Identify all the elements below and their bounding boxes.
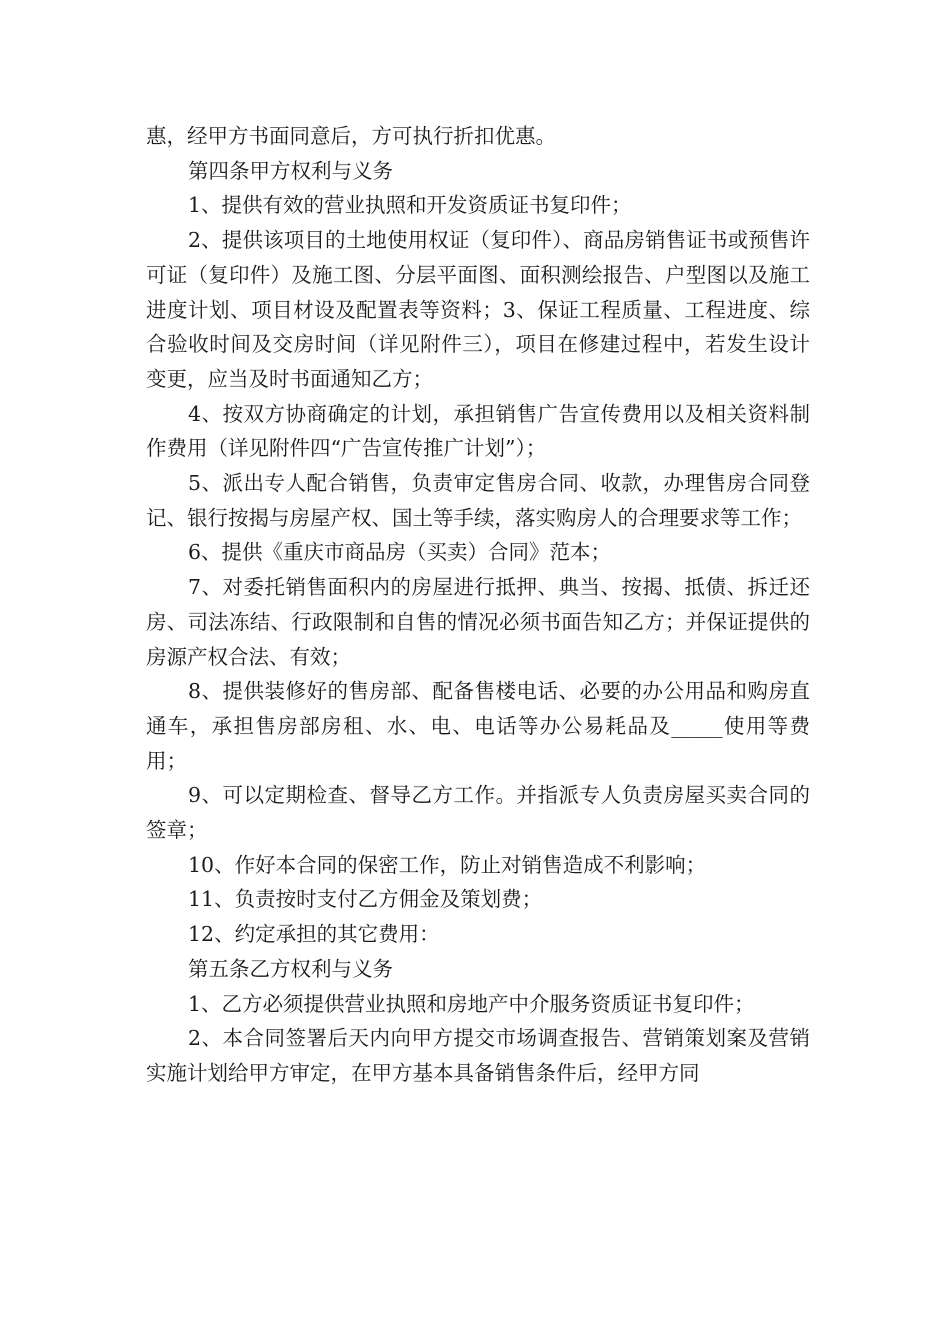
clause-5-1: 1、乙方必须提供营业执照和房地产中介服务资质证书复印件； [188, 991, 755, 1016]
clause-4-9: 9、可以定期检查、督导乙方工作。并指派专人负责房屋买卖合同的签章； [146, 783, 810, 843]
clause-4-5: 5、派出专人配合销售，负责审定售房合同、收款，办理售房合同登记、银行按揭与房屋产权、国土等手续，落实购房人的合理要求等工作； [146, 471, 810, 530]
clause-5-2: 2、本合同签署后天内向甲方提交市场调查报告、营销策划案及营销实施计划给甲方审定，在甲方基本具备销售条件后，经甲方同 [146, 1026, 810, 1085]
clause-4-4: 4、按双方协商确定的计划，承担销售广告宣传费用以及相关资料制作费用（详见附件四“广告宣传推广计划”）； [146, 401, 810, 461]
clause-4-10: 10、作好本合同的保密工作，防止对销售造成不利影响； [188, 852, 707, 877]
clause-4-2: 2、提供该项目的土地使用权证（复印件）、商品房销售证书或预售许可证（复印件）及施工图、分层平面图、面积测绘报告、户型图以及施工进度计划、项目材设及配置表等资料；3、保证工程质量、工程进度、综合验收时间及交房时间（详见附件三），项目在修建过程中，若发生设计变更，应当及时书面通知乙方； [146, 228, 810, 391]
heading-article-4: 第四条甲方权利与义务 [188, 158, 393, 183]
clause-4-7: 7、对委托销售面积内的房屋进行抵押、典当、按揭、抵债、拆迁还房、司法冻结、行政限制和自售的情况必须书面告知乙方；并保证提供的房源产权合法、有效； [146, 575, 810, 669]
clause-4-11: 11、负责按时支付乙方佣金及策划费； [188, 887, 543, 912]
clause-4-6: 6、提供《重庆市商品房（买卖）合同》范本； [188, 540, 612, 565]
heading-article-5: 第五条乙方权利与义务 [188, 956, 393, 981]
document-body [146, 119, 810, 1091]
clause-4-12: 12、约定承担的其它费用： [188, 922, 440, 947]
clause-4-8: 8、提供装修好的售房部、配备售楼电话、必要的办公用品和购房直通车，承担售房部房租、水、电、电话等办公易耗品及_____使用等费用； [146, 679, 810, 773]
clause-4-1: 1、提供有效的营业执照和开发资质证书复印件； [188, 193, 632, 218]
paragraph-discount-continuation: 惠，经甲方书面同意后，方可执行折扣优惠。 [146, 124, 556, 148]
